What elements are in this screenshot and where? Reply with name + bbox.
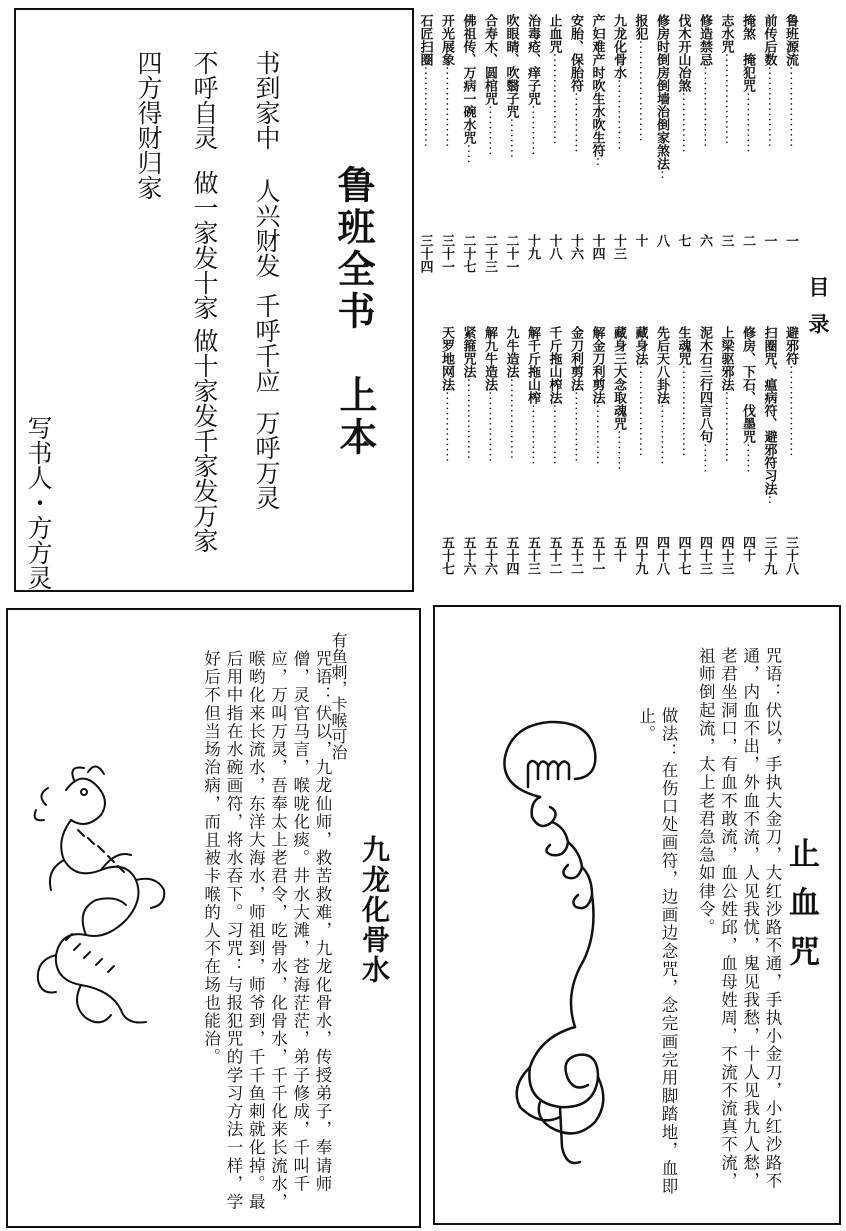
toc-entry[interactable] — [505, 326, 518, 460]
toc-page-number: 十八 — [546, 234, 562, 260]
toc-entry-title: 生魂咒 — [675, 326, 691, 365]
toc-page-number: 四十 — [740, 536, 755, 562]
toc-entry[interactable] — [462, 326, 475, 460]
toc-entry[interactable] — [741, 326, 754, 474]
toc-page-number: 五十二 — [568, 536, 583, 575]
toc-leader-dots: ·················· — [718, 53, 734, 146]
toc-leader-dots: ················ — [761, 66, 777, 149]
toc-leader-dots: ············ — [525, 404, 540, 466]
toc-page-number: 二十一 — [503, 234, 519, 273]
toc-entry[interactable] — [483, 14, 496, 156]
zhixue-title: 止血咒 — [783, 837, 819, 984]
toc-leader-dots: ················ — [460, 378, 476, 461]
verse-line: 人兴财发 — [252, 178, 281, 278]
toc-page-number: 二十三 — [482, 234, 497, 273]
toc-entry-title: 吹眼睛、吹翳子咒 — [503, 14, 519, 118]
verse-line: 千呼千应 — [252, 293, 281, 393]
toc-page-number: 八 — [654, 234, 669, 247]
toc-leader-dots: ······ — [740, 443, 755, 474]
jiulong-subtitle: 有鱼刺，卡喉可治 — [329, 632, 348, 760]
toc-entry[interactable] — [698, 326, 711, 474]
toc-entry[interactable] — [720, 326, 733, 463]
toc-leader-dots: ·········· — [482, 105, 497, 157]
zhixue-spell: 咒语：伏以，手执大金刀，大红沙路不通，手执小金刀，小红沙路不通，内血不出，外血不流，人见我忧，鬼见我愁，十人见我九人愁，老君坐洞口，有血不敢流，血公姓邱，血母姓周，不流不流真不流，祖师倒起流，太上老君急急如律令。 — [696, 647, 782, 1190]
verse-line: 四方得财归家 — [134, 50, 163, 200]
toc-leader-dots: ·············· — [718, 391, 734, 463]
dragon-icon — [26, 760, 176, 1040]
toc-entry-title: 解金刀利剪法 — [589, 326, 605, 404]
toc-entry-title: 修房、下石、伐墨咒 — [740, 326, 755, 443]
toc-entry[interactable] — [698, 14, 711, 148]
toc-entry[interactable] — [612, 14, 625, 151]
toc-entry[interactable] — [548, 14, 561, 145]
toc-leader-dots: ·············· — [439, 391, 454, 463]
toc-leader-dots: ············ — [589, 404, 605, 466]
toc-entry-title: 伐木开山冶煞 — [675, 14, 691, 92]
toc-panel — [417, 8, 840, 592]
toc-entry-title: 金刀利剪法 — [568, 326, 583, 391]
toc-page-number: 一 — [783, 234, 798, 247]
cover-volume: 上本 — [333, 375, 378, 459]
toc-page-number: 四十三 — [718, 536, 734, 575]
toc-entry-title: 紧箍咒法 — [460, 326, 476, 378]
toc-page-number: 五十一 — [589, 536, 605, 575]
toc-entry-title: 治毒疮、痒子咒 — [525, 14, 540, 105]
toc-entry-title: 藏身法 — [632, 326, 648, 365]
toc-page-number: 十六 — [568, 234, 583, 260]
toc-entry[interactable] — [655, 326, 668, 466]
toc-entry-title: 止血咒 — [546, 14, 562, 53]
toc-entry-title: 安胎、保胎符 — [568, 14, 583, 92]
toc-entry[interactable] — [720, 14, 733, 145]
toc-leader-dots: ················ — [503, 378, 519, 461]
toc-leader-dots: ············ — [740, 92, 755, 154]
toc-entry[interactable] — [419, 14, 432, 148]
toc-entry-title: 避邪符 — [783, 326, 798, 365]
toc-page-number: 四十九 — [632, 536, 648, 575]
toc-leader-dots: ············ — [568, 92, 583, 154]
toc-page-number: 五十七 — [439, 536, 454, 575]
toc-entry[interactable] — [763, 14, 776, 148]
toc-leader-dots: ······ — [697, 443, 712, 474]
toc-page-number: 二十七 — [460, 234, 476, 273]
cover-panel — [14, 8, 414, 592]
toc-entry[interactable] — [483, 326, 496, 463]
jiulong-panel — [6, 608, 421, 1228]
zhixue-method: 做法：在伤口处画符，边画边念咒，念完画完用脚踏地，血即止。 — [636, 707, 678, 1196]
toc-entry-title: 前传后数 — [761, 14, 777, 66]
jiulong-body: 咒语：伏以，九龙仙师，救苦救难，九龙化骨水，传授弟子，奉请师僧，灵官马言，喉咙化痰。井水大滩，苍海茫茫，弟子修成，千叫千应，万叫万灵，吾奉太上老君令，吃骨水，化骨水，千千化来长流水，喉哟化来长流水，东洋大海水，师祖到，师爷到，千千鱼刺就化掉。最后用中指在水碗画符，将水吞下。习咒：与报犯咒的学习方法一样，学好后不但当场治病，而且被卡喉的人不在场也能治。 — [201, 650, 332, 1212]
toc-leader-dots: ·················· — [675, 365, 691, 458]
toc-page-number: 十 — [632, 234, 648, 247]
toc-leader-dots: ·············· — [482, 391, 497, 463]
toc-entry[interactable] — [634, 14, 647, 143]
toc-entry[interactable] — [634, 326, 647, 457]
toc-leader-dots: ·············· — [611, 79, 626, 151]
verse-line: 书到家中 — [252, 50, 281, 150]
toc-entry-title: 先后天八卦法 — [654, 326, 669, 404]
toc-leader-dots: ·· — [589, 157, 605, 168]
toc-entry-title: 志水咒 — [718, 14, 734, 53]
cover-author: 写书人・方方灵 — [24, 415, 53, 590]
toc-entry[interactable] — [440, 326, 453, 463]
toc-leader-dots: ·················· — [783, 365, 798, 458]
toc-leader-dots: ················ — [417, 66, 433, 149]
toc-leader-dots: ················ — [697, 66, 712, 149]
toc-entry-title: 天罗地网法 — [439, 326, 454, 391]
toc-leader-dots: ···· — [460, 144, 476, 165]
toc-entry[interactable] — [655, 14, 668, 180]
toc-leader-dots: ·· — [761, 495, 777, 506]
toc-entry[interactable] — [677, 14, 690, 154]
toc-entry[interactable] — [548, 326, 561, 466]
toc-entry-title: 泥木石三行四言八句 — [697, 326, 712, 443]
toc-entry[interactable] — [741, 14, 754, 154]
toc-page-number: 四十八 — [654, 536, 669, 575]
toc-entry-title: 掩煞 掩犯咒 — [740, 14, 755, 92]
toc-leader-dots: ·· — [654, 170, 669, 181]
toc-leader-dots: ············ — [546, 404, 562, 466]
toc-leader-dots: ········ — [611, 430, 626, 472]
toc-page-number: 四十七 — [675, 536, 691, 575]
toc-entry-title: 开光展象 — [439, 14, 454, 66]
toc-page-number: 十四 — [589, 234, 605, 260]
toc-entry[interactable] — [569, 326, 582, 463]
toc-page-number: 一 — [761, 234, 777, 247]
toc-page-number: 十三 — [611, 234, 626, 260]
toc-heading: 目录 — [806, 276, 831, 350]
toc-leader-dots: ············ — [675, 92, 691, 154]
toc-page-number: 二 — [740, 234, 755, 247]
toc-entry-title: 解千斤拖山榨 — [525, 326, 540, 404]
toc-entry-title: 上梁驱邪法 — [718, 326, 734, 391]
verse-line: 不呼自灵 — [190, 50, 219, 150]
toc-entry[interactable] — [526, 326, 539, 466]
toc-page-number: 五十 — [611, 536, 626, 562]
toc-entry-title: 合寿木、圆棺咒 — [482, 14, 497, 105]
toc-page-number: 五十六 — [460, 536, 476, 575]
verse-line: 做一家发十家 — [190, 170, 219, 320]
toc-leader-dots: ·················· — [632, 365, 648, 458]
toc-entry[interactable] — [591, 326, 604, 466]
toc-leader-dots: ·············· — [568, 391, 583, 463]
toc-entry-title: 产妇难产时吹生水吹生符 — [589, 14, 605, 157]
verse-line: 做十家发千家发万家 — [190, 328, 219, 553]
toc-entry[interactable] — [505, 14, 518, 159]
toc-entry-title: 修造禁忌 — [697, 14, 712, 66]
toc-entry[interactable] — [677, 326, 690, 457]
toc-entry-title: 千斤拖山榨法 — [546, 326, 562, 404]
toc-page-number: 十九 — [525, 234, 540, 260]
toc-entry[interactable] — [440, 14, 453, 148]
toc-entry[interactable] — [462, 14, 475, 165]
jiulong-title: 九龙化骨水 — [358, 835, 391, 985]
toc-entry[interactable] — [569, 14, 582, 154]
toc-entry-title: 九牛造法 — [503, 326, 519, 378]
toc-page-number: 三十四 — [417, 234, 433, 273]
toc-entry-title: 报犯 — [632, 14, 648, 40]
toc-entry[interactable] — [612, 326, 625, 471]
toc-leader-dots: ················ — [783, 66, 798, 149]
toc-entry-title: 佛祖传、万病一碗水咒 — [460, 14, 476, 144]
toc-page-number: 三 — [718, 234, 734, 247]
toc-entry[interactable] — [784, 326, 797, 457]
toc-leader-dots: ···················· — [632, 40, 648, 143]
toc-entry-title: 藏身三大念取魂咒 — [611, 326, 626, 430]
toc-leader-dots: ········ — [503, 118, 519, 160]
toc-page-number: 三十八 — [783, 536, 798, 575]
toc-leader-dots: ·········· — [525, 105, 540, 157]
toc-page-number: 四十三 — [697, 536, 712, 575]
toc-entry-title: 修房时倒房倒墙治倒家煞法 — [654, 14, 669, 170]
toc-page-number: 六 — [697, 234, 712, 247]
toc-page-number: 五十三 — [525, 536, 540, 575]
toc-entry-title: 解九牛造法 — [482, 326, 497, 391]
toc-page-number: 五十六 — [482, 536, 497, 575]
toc-entry-title: 鲁班源流 — [783, 14, 798, 66]
cover-title: 鲁班全书 — [331, 165, 376, 333]
toc-entry-title: 九龙化骨水 — [611, 14, 626, 79]
toc-leader-dots: ················ — [439, 66, 454, 149]
toc-entry-title: 石匠扫圈 — [417, 14, 433, 66]
toc-leader-dots: ·················· — [546, 53, 562, 146]
verse-line: 万呼万灵 — [252, 410, 281, 510]
toc-entry[interactable] — [591, 14, 604, 167]
toc-entry[interactable] — [526, 14, 539, 156]
toc-page-number: 七 — [675, 234, 691, 247]
toc-entry[interactable] — [784, 14, 797, 148]
toc-page-number: 三十九 — [761, 536, 777, 575]
toc-page-number: 五十二 — [546, 536, 562, 575]
zhixue-panel — [433, 605, 841, 1225]
toc-page-number: 五十四 — [503, 536, 519, 575]
toc-page-number: 三十一 — [439, 234, 454, 273]
toc-entry[interactable] — [763, 326, 776, 505]
talisman-icon — [480, 707, 630, 1187]
toc-entry-title: 扫圈咒、瘟病符、避邪符习法 — [761, 326, 777, 495]
toc-leader-dots: ············ — [654, 404, 669, 466]
